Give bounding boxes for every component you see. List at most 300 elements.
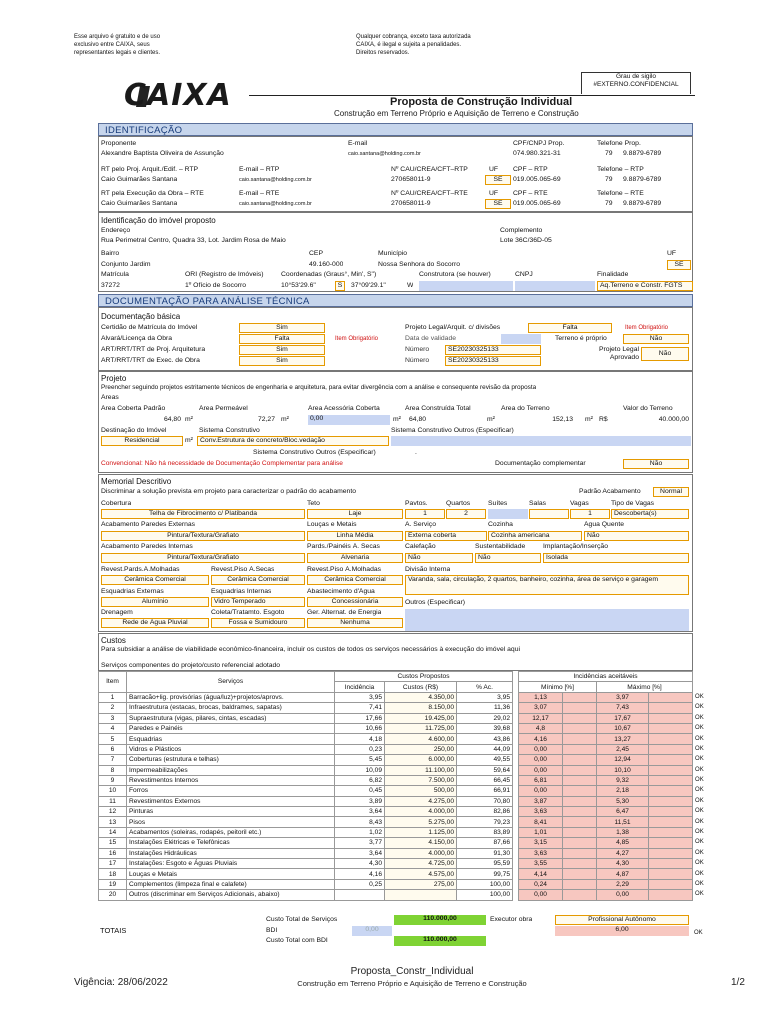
salas-value[interactable]: [529, 509, 569, 519]
table-row: [99, 807, 710, 817]
agua-value[interactable]: Não: [584, 531, 689, 541]
tel-rtp-value[interactable]: 9.8879-6789: [623, 176, 662, 183]
incidencia-value: 3,77: [335, 838, 385, 848]
max-spacer: [649, 869, 693, 879]
min-value: 6,81: [519, 775, 563, 785]
sistema-outros-input[interactable]: [391, 436, 691, 446]
coleta-value[interactable]: Fossa e Sumidouro: [211, 618, 305, 628]
doc-compl-value[interactable]: Não: [623, 459, 689, 469]
executor-label: Executor obra: [490, 916, 533, 923]
incidencia-value: 3,64: [335, 848, 385, 858]
incidencia-value: 6,82: [335, 775, 385, 785]
teto-value[interactable]: Laje: [307, 509, 403, 519]
matricula-value[interactable]: 37272: [101, 282, 120, 289]
custo-value[interactable]: 5.275,00: [385, 817, 457, 827]
email-rte-label: E-mail – RTE: [239, 190, 280, 197]
table-row: [99, 838, 710, 848]
col-servicos: Serviços: [127, 672, 335, 693]
max-spacer: [649, 786, 693, 796]
m2-6: m²: [185, 437, 193, 444]
validade-input[interactable]: [501, 334, 541, 344]
incidencia-value: 4,16: [335, 869, 385, 879]
incidencia-value: 10,66: [335, 723, 385, 733]
min-value: 3,07: [519, 703, 563, 713]
ok-flag: OK: [695, 766, 704, 773]
table-row: [99, 859, 710, 869]
uf-rte-value[interactable]: SE: [485, 199, 511, 209]
cnpj-input[interactable]: [515, 281, 595, 291]
cpf-rte-value[interactable]: 019.005.065-69: [513, 200, 561, 207]
tel-rte-value[interactable]: 9.8879-6789: [623, 200, 662, 207]
ok-flag: OK: [695, 808, 704, 815]
acab-int-label: Acabamento Paredes Internas: [101, 543, 193, 550]
rt-proj-label: RT pelo Proj. Arquit./Edif. – RTP: [101, 166, 199, 173]
lon-value[interactable]: 37°09'29.1": [351, 282, 386, 289]
caixa-logo: [124, 78, 242, 113]
custo-value[interactable]: 7.500,00: [385, 775, 457, 785]
suites-value[interactable]: [488, 509, 528, 519]
ok-flag: OK: [695, 745, 704, 752]
ddd-rte-value[interactable]: 79: [605, 200, 613, 207]
min-value: 12,17: [519, 713, 563, 723]
custo-value[interactable]: 4.725,00: [385, 859, 457, 869]
custo-value[interactable]: 1.125,00: [385, 827, 457, 837]
col-aceit: Incidências aceitáveis: [519, 672, 693, 682]
max-value: 2,18: [597, 786, 649, 796]
padrao-value[interactable]: Normal: [653, 487, 689, 497]
max-value: 1,38: [597, 827, 649, 837]
min-value: 3,63: [519, 807, 563, 817]
ok-flag: OK: [695, 714, 704, 721]
table-header-row-1: [99, 672, 710, 682]
area-const-value[interactable]: 64,80: [409, 416, 427, 423]
projeto-legal-label: Projeto Legal/Arquit. c/ divisões: [405, 324, 501, 331]
finalidade-label: Finalidade: [597, 271, 629, 278]
cau-rtp-value[interactable]: 270658011-9: [391, 176, 431, 183]
drenagem-value[interactable]: Rede de Água Pluvial: [101, 618, 209, 628]
ok-flag: OK: [695, 693, 704, 700]
doc-compl-label: Documentação complementar: [495, 460, 586, 467]
item-number: 17: [99, 859, 127, 869]
table-row: [99, 869, 710, 879]
max-value: 9,32: [597, 775, 649, 785]
item-number: 13: [99, 817, 127, 827]
min-spacer: [563, 765, 597, 775]
custo-value[interactable]: [385, 890, 457, 900]
ac-value: 66,91: [457, 786, 513, 796]
suites-label: Suítes: [488, 500, 508, 507]
secrecy-label: Grau de sigilo: [615, 73, 657, 80]
col-ac: % Ac.: [457, 682, 513, 692]
cnpj-label: CNPJ: [515, 271, 533, 278]
rev-molh-value[interactable]: Cerâmica Comercial: [101, 575, 209, 585]
incidencia-value: 10,09: [335, 765, 385, 775]
pavtos-label: Pavtos.: [405, 500, 428, 507]
ac-value: 3,95: [457, 692, 513, 702]
executor-value[interactable]: Profissional Autônomo: [555, 915, 689, 925]
ac-value: 70,80: [457, 796, 513, 806]
custo-value[interactable]: 4.350,00: [385, 692, 457, 702]
min-value: 0,24: [519, 879, 563, 889]
ok-flag: OK: [695, 787, 704, 794]
ac-value: 91,30: [457, 848, 513, 858]
min-value: 0,00: [519, 755, 563, 765]
max-spacer: [649, 692, 693, 702]
energia-label: Ger. Alternat. de Energia: [307, 609, 382, 616]
servico-name: Impermeabilizações: [127, 765, 335, 775]
servico-name: Coberturas (estrutura e telhas): [127, 755, 335, 765]
bdi-label: BDI: [266, 927, 278, 934]
table-row: [99, 879, 710, 889]
max-spacer: [649, 713, 693, 723]
energia-value[interactable]: Nenhuma: [307, 618, 403, 628]
uf-rtp-label: UF: [489, 166, 499, 173]
email-rtp-value[interactable]: caio.santana@holding.com.br: [239, 177, 312, 183]
ok-flag: OK: [695, 839, 704, 846]
quartos-value[interactable]: 2: [446, 509, 486, 519]
item-number: 7: [99, 755, 127, 765]
custo-value[interactable]: 4.575,00: [385, 869, 457, 879]
loucas-value[interactable]: Linha Média: [307, 531, 403, 541]
custo-value[interactable]: 6.000,00: [385, 755, 457, 765]
table-row: [99, 827, 710, 837]
min-spacer: [563, 703, 597, 713]
ddd-rtp-value[interactable]: 79: [605, 176, 613, 183]
ok-flag: OK: [695, 881, 704, 887]
custo-value[interactable]: 4.000,00: [385, 807, 457, 817]
numero1-label: Número: [405, 346, 430, 353]
aprovado-value[interactable]: Não: [641, 347, 689, 361]
min-spacer: [563, 807, 597, 817]
destinacao-value[interactable]: Residencial: [101, 436, 183, 446]
area-acess-value[interactable]: 0,00: [308, 415, 390, 425]
min-value: 0,00: [519, 765, 563, 775]
sistema-outros2-dot: .: [415, 449, 417, 456]
implant-label: Implantação/Inserção: [543, 543, 608, 550]
custo-value[interactable]: 11.100,00: [385, 765, 457, 775]
incidencia-value: 0,25: [335, 879, 385, 889]
servico-name: Barracão+lig. provisórias (água/luz)+projetos/aprovs.: [127, 692, 335, 702]
item-number: 19: [99, 879, 127, 889]
destinacao-label: Destinação do Imóvel: [101, 427, 167, 434]
custos-heading: Custos: [101, 636, 126, 645]
servico-name: Paredes e Painéis: [127, 723, 335, 733]
notice-left: Esse arquivo é gratuito e de uso exclusivo entre CAIXA, seus representantes legais e clientes.: [74, 34, 161, 56]
abast-value[interactable]: Concessionária: [307, 597, 403, 607]
incidencia-value: 3,89: [335, 796, 385, 806]
min-spacer: [563, 692, 597, 702]
identificacao-block: [98, 136, 693, 212]
item-number: 5: [99, 734, 127, 744]
email-rte-value[interactable]: caio.santana@holding.com.br: [239, 201, 312, 207]
valor-terreno-label: Valor do Terreno: [623, 405, 673, 412]
custo-value[interactable]: 11.725,00: [385, 723, 457, 733]
cep-label: CEP: [309, 250, 323, 257]
areas-label: Áreas: [101, 394, 119, 401]
ac-value: 87,66: [457, 838, 513, 848]
min-spacer: [563, 817, 597, 827]
servico-name: Forros: [127, 786, 335, 796]
cobertura-value[interactable]: Telha de Fibrocimento c/ Platibanda: [101, 509, 305, 519]
max-spacer: [649, 703, 693, 713]
pavtos-value[interactable]: 1: [405, 509, 445, 519]
tel-rtp-label: Telefone – RTP: [597, 166, 644, 173]
bdi-value[interactable]: 0,00: [352, 926, 392, 936]
bairro-value[interactable]: Conjunto Jardim: [101, 261, 151, 268]
tel-rte-label: Telefone – RTE: [597, 190, 644, 197]
acab-int-value[interactable]: Pintura/Textura/Grafiato: [101, 553, 305, 563]
min-spacer: [563, 859, 597, 869]
incidencia-value: 0,45: [335, 786, 385, 796]
custo-value[interactable]: 275,00: [385, 879, 457, 889]
pardsec-value[interactable]: Alvenaria: [307, 553, 403, 563]
min-value: 3,55: [519, 859, 563, 869]
max-spacer: [649, 817, 693, 827]
ac-value: 43,86: [457, 734, 513, 744]
cpf-value[interactable]: 074.980.321-31: [513, 150, 561, 157]
acab-ext-value[interactable]: Pintura/Textura/Grafiato: [101, 531, 305, 541]
min-spacer: [563, 734, 597, 744]
email-label: E-mail: [348, 140, 368, 147]
lat-value[interactable]: 10°53'29.6": [281, 282, 316, 289]
imovel-heading: Identificação do imóvel proposto: [101, 216, 216, 225]
convencional-note: Convencional: Não há necessidade de Documentação Complementar para análise: [101, 460, 343, 467]
sustent-label: Sustentabilidade: [475, 543, 526, 550]
ac-value: 83,89: [457, 827, 513, 837]
min-value: 3,87: [519, 796, 563, 806]
incidencia-value: 3,64: [335, 807, 385, 817]
area-acess-label: Área Acessória Coberta: [308, 405, 380, 412]
ac-value: 44,09: [457, 744, 513, 754]
m2-2: m²: [281, 416, 289, 423]
divisao-value[interactable]: Varanda, sala, circulação, 2 quartos, banheiro, cozinha, área de serviço e garagem: [405, 575, 689, 595]
rt-exec-value[interactable]: Caio Guimarães Santana: [101, 200, 178, 207]
area-coberta-value[interactable]: 64,80: [163, 416, 181, 423]
area-terreno-label: Área do Terreno: [501, 405, 550, 412]
item-number: 6: [99, 744, 127, 754]
table-row: [99, 765, 710, 775]
servico-name: Vidros e Plásticos: [127, 744, 335, 754]
esq-ext-label: Esquadrias Externas: [101, 588, 164, 595]
numero2-label: Número: [405, 357, 430, 364]
servicos-heading: Serviços componentes do projeto/custo referencial adotado: [101, 662, 281, 669]
ac-value: 49,55: [457, 755, 513, 765]
esq-int-value[interactable]: Vidro Temperado: [211, 597, 305, 607]
projeto-text: Preencher seguindo projetos estritamente técnicos de engenharia e arquitetura, para evitar divergência com a análise e consequente revisão da proposta: [101, 384, 537, 391]
bdi-ref-value: 6,00: [555, 926, 689, 936]
max-spacer: [649, 807, 693, 817]
implant-value[interactable]: Isolada: [543, 553, 689, 563]
page-subtitle: Construção em Terreno Próprio e Aquisição de Terreno e Construção: [334, 109, 579, 118]
min-spacer: [563, 775, 597, 785]
tel-value[interactable]: 9.8879-6789: [623, 150, 662, 157]
table-row: [99, 723, 710, 733]
cau-rte-label: Nº CAU/CREA/CFT–RTE: [391, 190, 468, 197]
art-exec-value[interactable]: Sim: [239, 356, 325, 366]
max-value: 17,67: [597, 713, 649, 723]
incidencia-value: 1,02: [335, 827, 385, 837]
footer-doc-sub: Construção em Terreno Próprio e Aquisição de Terreno e Construção: [297, 979, 527, 988]
municipio-label: Município: [378, 250, 408, 257]
ac-value: 100,00: [457, 890, 513, 900]
uf-rtp-value[interactable]: SE: [485, 175, 511, 185]
uf-value[interactable]: SE: [667, 260, 691, 270]
lon-dir[interactable]: W: [407, 282, 414, 289]
ok-flag: OK: [695, 756, 704, 763]
m2-5: m²: [585, 416, 593, 423]
coord-label: Coordenadas (Graus°, Min', S"): [281, 271, 377, 278]
min-spacer: [563, 786, 597, 796]
cpf-rtp-value[interactable]: 019.005.065-69: [513, 176, 561, 183]
area-terreno-value[interactable]: 152,13: [552, 416, 573, 423]
totais-label: TOTAIS: [100, 927, 127, 935]
rev-piso-sec-value[interactable]: Cerâmica Comercial: [211, 575, 305, 585]
alvara-value[interactable]: Falta: [239, 334, 325, 344]
max-spacer: [649, 838, 693, 848]
drenagem-label: Drenagem: [101, 609, 133, 616]
secrecy-box: [581, 72, 691, 94]
item-number: 18: [99, 869, 127, 879]
pardsec-label: Pards./Painéis Á. Secas: [307, 543, 380, 550]
art-proj-value[interactable]: Sim: [239, 345, 325, 355]
min-spacer: [563, 890, 597, 900]
section-documentacao: DOCUMENTAÇÃO PARA ANÁLISE TÉCNICA: [98, 294, 693, 307]
max-value: 11,51: [597, 817, 649, 827]
item-number: 14: [99, 827, 127, 837]
max-value: 10,67: [597, 723, 649, 733]
col-max: Máximo [%]: [597, 682, 693, 692]
custo-value[interactable]: 4.275,00: [385, 796, 457, 806]
item-number: 11: [99, 796, 127, 806]
calefacao-value[interactable]: Não: [405, 553, 473, 563]
email-value[interactable]: caio.santana@holding.com.br: [348, 151, 421, 157]
min-spacer: [563, 713, 597, 723]
servico-name: Infraestrutura (estacas, brocas, baldrames, sapatas): [127, 703, 335, 713]
servico-name: Acabamentos (soleiras, rodapés, peitoril etc.): [127, 827, 335, 837]
cau-rte-value[interactable]: 270658011-9: [391, 200, 431, 207]
ok-flag: OK: [695, 735, 704, 742]
custo-value[interactable]: 19.425,00: [385, 713, 457, 723]
quartos-label: Quartos: [446, 500, 471, 507]
col-item: Item: [99, 672, 127, 693]
projeto-legal-value[interactable]: Falta: [528, 323, 612, 333]
finalidade-value[interactable]: Aq.Terreno e Constr. FGTS: [597, 281, 693, 291]
cozinha-value[interactable]: Cozinha americana: [488, 531, 582, 541]
incidencia-value: 0,23: [335, 744, 385, 754]
item-number: 2: [99, 703, 127, 713]
rt-proj-value[interactable]: Caio Guimarães Santana: [101, 176, 178, 183]
certidao-value[interactable]: Sim: [239, 323, 325, 333]
max-value: 12,94: [597, 755, 649, 765]
vagas-label: Vagas: [570, 500, 589, 507]
vagas-value[interactable]: 1: [570, 509, 610, 519]
custo-value[interactable]: 250,00: [385, 744, 457, 754]
table-row: [99, 744, 710, 754]
ac-value: 82,86: [457, 807, 513, 817]
uf-rte-label: UF: [489, 190, 499, 197]
esq-ext-value[interactable]: Alumínio: [101, 597, 209, 607]
acab-ext-label: Acabamento Paredes Externas: [101, 521, 196, 528]
salas-label: Salas: [529, 500, 547, 507]
servico-name: Instalações Elétricas e Telefônicas: [127, 838, 335, 848]
sustent-value[interactable]: Não: [475, 553, 541, 563]
rev-molh-label: Revest.Pards.Á.Molhadas: [101, 566, 180, 573]
valor-terreno-value[interactable]: 40.000,00: [658, 416, 689, 423]
ok-flag: OK: [695, 818, 704, 825]
sistema-value[interactable]: Conv.Estrutura de concreto/Bloc.vedação: [197, 436, 389, 446]
doc-basica-block: [98, 307, 693, 371]
totals-block: [98, 915, 703, 947]
col-custos: Custos Propostos: [335, 672, 513, 682]
servico-name: Complementos (limpeza final e calafete): [127, 879, 335, 889]
costs-table: [98, 671, 710, 901]
proponente-value[interactable]: Alexandre Baptista Oliveira de Assunção: [101, 150, 224, 157]
custo-value[interactable]: 8.150,00: [385, 703, 457, 713]
numero2-value[interactable]: SE20230325133: [445, 356, 541, 366]
incidencia-value: 4,30: [335, 859, 385, 869]
terreno-value[interactable]: Não: [623, 334, 689, 344]
aservico-value[interactable]: Externa coberta: [405, 531, 487, 541]
alvara-obrig: Item Obrigatório: [335, 336, 379, 342]
max-spacer: [649, 765, 693, 775]
custo-value[interactable]: 4.150,00: [385, 838, 457, 848]
max-spacer: [649, 734, 693, 744]
memorial-block: [98, 474, 693, 632]
ok-flag: OK: [695, 829, 704, 836]
max-value: 2,29: [597, 879, 649, 889]
incidencia-value: 5,45: [335, 755, 385, 765]
endereco-value[interactable]: Rua Perimetral Centro, Quadra 33, Lot. Jardim Rosa de Maio: [101, 237, 286, 244]
area-perm-value[interactable]: 72,27: [257, 416, 275, 423]
cep-value[interactable]: 49.160-000: [309, 261, 344, 268]
item-number: 16: [99, 848, 127, 858]
rev-piso-molh-value[interactable]: Cerâmica Comercial: [307, 575, 403, 585]
municipio-value[interactable]: Nossa Senhora do Socorro: [378, 261, 460, 268]
custo-value[interactable]: 4.000,00: [385, 848, 457, 858]
ddd-value[interactable]: 79: [605, 150, 613, 157]
tel-label: Telefone Prop.: [597, 140, 641, 147]
cozinha-label: Cozinha: [488, 521, 513, 528]
max-value: 10,10: [597, 765, 649, 775]
min-spacer: [563, 796, 597, 806]
servico-name: Louças e Metais: [127, 869, 335, 879]
complemento-value[interactable]: Lote 36C/36D-05: [500, 237, 552, 244]
table-row: [99, 817, 710, 827]
rs-label: R$: [599, 416, 608, 423]
area-const-label: Área Construída Total: [405, 405, 471, 412]
min-value: 1,13: [519, 692, 563, 702]
calefacao-label: Calefação: [405, 543, 436, 550]
incidencia-value: 17,66: [335, 713, 385, 723]
total-bdi-value: 110.000,00: [394, 936, 486, 946]
matricula-label: Matrícula: [101, 271, 129, 278]
rev-piso-sec-label: Revest.Piso Á.Secas: [211, 566, 275, 573]
area-perm-label: Área Permeável: [199, 405, 248, 412]
lat-dir[interactable]: S: [335, 281, 345, 291]
servico-name: Supraestrutura (vigas, pilares, cintas, escadas): [127, 713, 335, 723]
custo-value[interactable]: 500,00: [385, 786, 457, 796]
numero1-value[interactable]: SE20230325133: [445, 345, 541, 355]
costs-table-wrap: [98, 671, 709, 901]
custo-value[interactable]: 4.600,00: [385, 734, 457, 744]
item-number: 3: [99, 713, 127, 723]
ori-value[interactable]: 1º Ofício de Socorro: [185, 282, 247, 289]
max-spacer: [649, 723, 693, 733]
tipo-vagas-value[interactable]: Descoberta(s): [611, 509, 689, 519]
cau-rtp-label: Nº CAU/CREA/CFT–RTP: [391, 166, 468, 173]
construtora-input[interactable]: [419, 281, 513, 291]
outros-input[interactable]: [405, 609, 689, 631]
